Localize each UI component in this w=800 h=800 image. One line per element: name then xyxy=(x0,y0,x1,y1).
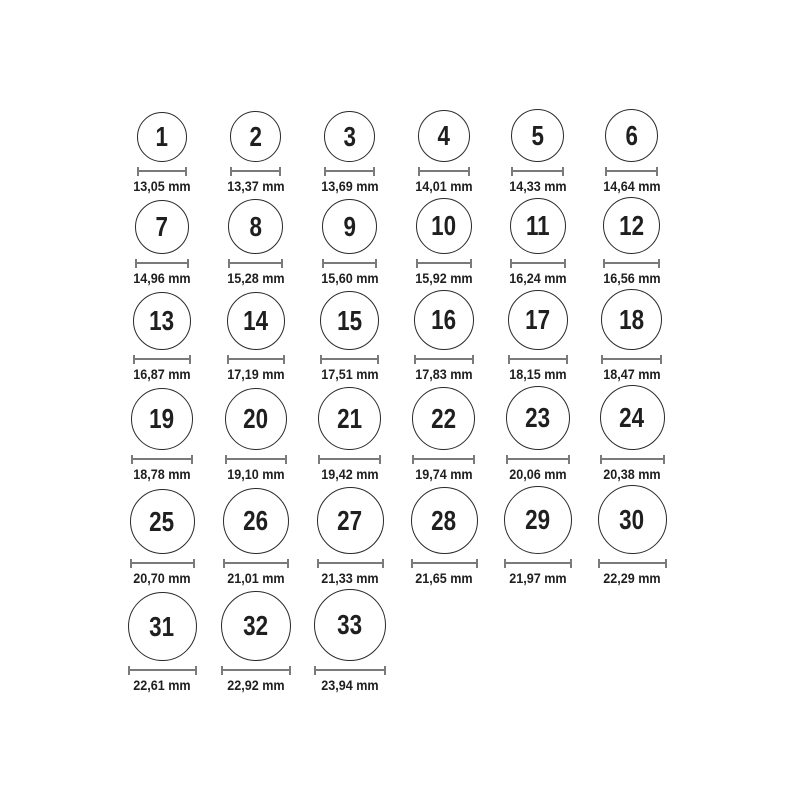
ring-circle xyxy=(506,386,570,450)
ring-size-number: 27 xyxy=(337,504,363,536)
diameter-label: 18,47 mm xyxy=(603,366,661,382)
ring-size-cell xyxy=(224,111,288,194)
ring-size-cell xyxy=(412,290,476,382)
ring-size-number: 3 xyxy=(343,120,357,152)
ring-size-number: 9 xyxy=(343,210,357,242)
ring-circle xyxy=(135,200,189,254)
diameter-ruler xyxy=(322,259,377,268)
ring-size-number: 8 xyxy=(249,210,263,242)
ring-circle xyxy=(317,487,384,554)
ring-circle xyxy=(130,489,195,554)
ring-circle xyxy=(221,591,291,661)
ring-circle xyxy=(133,292,191,350)
ring-circle xyxy=(511,109,564,162)
diameter-ruler xyxy=(600,455,665,464)
diameter-label: 17,51 mm xyxy=(321,366,379,382)
ring-size-cell xyxy=(598,485,667,586)
ring-size-number: 2 xyxy=(249,120,263,152)
diameter-ruler xyxy=(223,559,289,568)
ring-size-number: 14 xyxy=(243,305,269,336)
ring-circle xyxy=(318,387,381,450)
ring-size-number: 7 xyxy=(155,211,169,242)
ring-size-cell xyxy=(223,488,289,586)
diameter-label: 14,96 mm xyxy=(133,270,191,286)
ring-circle xyxy=(416,198,472,254)
diameter-label: 18,15 mm xyxy=(509,366,567,382)
ring-size-number: 25 xyxy=(149,505,175,537)
ring-size-cell xyxy=(600,197,664,286)
diameter-label: 19,42 mm xyxy=(321,466,379,482)
ring-size-number: 26 xyxy=(243,505,269,536)
ring-circle xyxy=(598,485,667,554)
diameter-label: 17,83 mm xyxy=(415,366,473,382)
diameter-ruler xyxy=(228,259,283,268)
ring-circle xyxy=(223,488,289,554)
ring-size-cell xyxy=(411,487,478,586)
ring-size-cell xyxy=(128,592,197,693)
ring-size-number: 19 xyxy=(149,403,175,434)
ring-circle xyxy=(228,199,283,254)
diameter-ruler xyxy=(227,355,285,364)
size-grid xyxy=(115,109,679,693)
diameter-label: 22,92 mm xyxy=(227,677,285,693)
ring-size-number: 18 xyxy=(619,303,645,335)
diameter-ruler xyxy=(133,355,191,364)
diameter-label: 16,56 mm xyxy=(603,270,661,286)
diameter-ruler xyxy=(128,666,197,675)
ring-size-number: 11 xyxy=(526,210,550,241)
diameter-ruler xyxy=(605,167,658,176)
ring-size-number: 32 xyxy=(243,610,269,641)
diameter-ruler xyxy=(504,559,572,568)
diameter-ruler xyxy=(416,259,472,268)
ring-size-number: 10 xyxy=(431,210,457,241)
diameter-ruler xyxy=(314,666,386,675)
diameter-ruler xyxy=(137,167,187,176)
ring-circle xyxy=(137,112,187,162)
diameter-label: 21,33 mm xyxy=(321,570,379,586)
ring-size-cell xyxy=(130,200,194,286)
diameter-ruler xyxy=(131,455,193,464)
ring-size-cell xyxy=(224,292,288,382)
ring-size-number: 4 xyxy=(437,120,451,151)
ring-circle xyxy=(227,292,285,350)
diameter-label: 14,33 mm xyxy=(509,178,567,194)
ring-circle xyxy=(225,388,287,450)
diameter-label: 15,92 mm xyxy=(415,270,473,286)
diameter-ruler xyxy=(130,559,195,568)
ring-size-cell xyxy=(318,387,382,482)
ring-size-cell xyxy=(130,292,194,382)
diameter-label: 21,97 mm xyxy=(509,570,567,586)
ring-size-cell xyxy=(318,111,382,194)
diameter-label: 20,38 mm xyxy=(603,466,661,482)
ring-circle xyxy=(504,486,572,554)
ring-circle xyxy=(131,388,193,450)
ring-size-cell xyxy=(224,199,288,286)
ring-size-number: 6 xyxy=(625,119,639,151)
ring-size-number: 21 xyxy=(337,402,363,434)
ring-circle xyxy=(128,592,197,661)
diameter-label: 13,37 mm xyxy=(227,178,285,194)
diameter-label: 23,94 mm xyxy=(321,677,379,693)
ring-size-cell xyxy=(600,289,664,382)
ring-size-cell xyxy=(412,110,476,194)
ring-circle xyxy=(230,111,281,162)
ring-circle xyxy=(601,289,662,350)
diameter-ruler xyxy=(412,455,475,464)
diameter-label: 22,29 mm xyxy=(603,570,661,586)
ring-circle xyxy=(322,199,377,254)
ring-circle xyxy=(418,110,470,162)
diameter-label: 13,69 mm xyxy=(321,178,379,194)
ring-size-cell xyxy=(506,290,570,382)
ring-size-number: 28 xyxy=(431,504,457,536)
diameter-label: 21,65 mm xyxy=(415,570,473,586)
ring-circle xyxy=(320,291,379,350)
ring-size-cell xyxy=(506,198,570,286)
ring-size-number: 12 xyxy=(619,209,645,241)
diameter-ruler xyxy=(221,666,291,675)
ring-size-cell xyxy=(600,109,664,194)
ring-size-cell xyxy=(600,385,665,482)
diameter-ruler xyxy=(225,455,287,464)
diameter-ruler xyxy=(318,455,381,464)
ring-size-number: 17 xyxy=(525,304,551,335)
ring-size-cell xyxy=(412,387,476,482)
ring-size-number: 29 xyxy=(525,504,551,535)
ring-size-number: 16 xyxy=(431,304,457,335)
ring-circle xyxy=(411,487,478,554)
diameter-label: 14,01 mm xyxy=(415,178,473,194)
diameter-label: 14,64 mm xyxy=(603,178,661,194)
diameter-label: 18,78 mm xyxy=(133,466,191,482)
ring-circle xyxy=(324,111,375,162)
ring-size-cell xyxy=(224,388,288,482)
ring-circle xyxy=(412,387,475,450)
diameter-ruler xyxy=(510,259,566,268)
ring-size-cell xyxy=(130,112,194,194)
diameter-label: 22,61 mm xyxy=(133,677,191,693)
diameter-label: 20,70 mm xyxy=(133,570,191,586)
ring-size-cell xyxy=(130,489,195,586)
ring-circle xyxy=(605,109,658,162)
diameter-label: 13,05 mm xyxy=(133,178,191,194)
ring-size-cell xyxy=(506,109,570,194)
diameter-ruler xyxy=(230,167,281,176)
diameter-ruler xyxy=(603,259,660,268)
ring-size-number: 23 xyxy=(525,402,551,433)
diameter-ruler xyxy=(598,559,667,568)
diameter-ruler xyxy=(414,355,474,364)
ring-size-number: 5 xyxy=(531,119,545,151)
ring-size-cell xyxy=(318,199,382,286)
ring-circle xyxy=(600,385,665,450)
ring-size-number: 13 xyxy=(149,305,175,336)
ring-size-cell xyxy=(412,198,476,286)
ring-size-cell xyxy=(504,486,572,586)
diameter-label: 16,87 mm xyxy=(133,366,191,382)
diameter-ruler xyxy=(511,167,564,176)
diameter-label: 19,74 mm xyxy=(415,466,473,482)
ring-size-number: 20 xyxy=(243,403,269,434)
diameter-ruler xyxy=(135,259,189,268)
ring-circle xyxy=(314,589,386,661)
ring-size-cell xyxy=(130,388,194,482)
ring-circle xyxy=(510,198,566,254)
diameter-ruler xyxy=(320,355,379,364)
ring-size-cell xyxy=(317,487,384,586)
ring-size-number: 22 xyxy=(431,402,457,434)
diameter-label: 15,60 mm xyxy=(321,270,379,286)
ring-size-cell xyxy=(314,589,386,693)
ring-size-cell xyxy=(506,386,570,482)
diameter-label: 16,24 mm xyxy=(509,270,567,286)
diameter-ruler xyxy=(418,167,470,176)
diameter-ruler xyxy=(411,559,478,568)
diameter-ruler xyxy=(324,167,375,176)
ring-size-cell xyxy=(221,591,291,693)
diameter-ruler xyxy=(601,355,662,364)
diameter-label: 21,01 mm xyxy=(227,570,285,586)
diameter-label: 20,06 mm xyxy=(509,466,567,482)
diameter-ruler xyxy=(317,559,384,568)
ring-size-number: 30 xyxy=(619,503,645,535)
diameter-ruler xyxy=(508,355,568,364)
ring-size-number: 31 xyxy=(149,610,175,642)
ring-size-number: 1 xyxy=(155,121,169,152)
ring-circle xyxy=(603,197,660,254)
diameter-label: 19,10 mm xyxy=(227,466,285,482)
diameter-label: 17,19 mm xyxy=(227,366,285,382)
ring-size-number: 24 xyxy=(619,401,645,433)
ring-circle xyxy=(508,290,568,350)
ring-size-number: 15 xyxy=(337,304,363,336)
ring-circle xyxy=(414,290,474,350)
ring-size-cell xyxy=(318,291,382,382)
diameter-label: 15,28 mm xyxy=(227,270,285,286)
diameter-ruler xyxy=(506,455,570,464)
ring-size-number: 33 xyxy=(337,609,363,640)
